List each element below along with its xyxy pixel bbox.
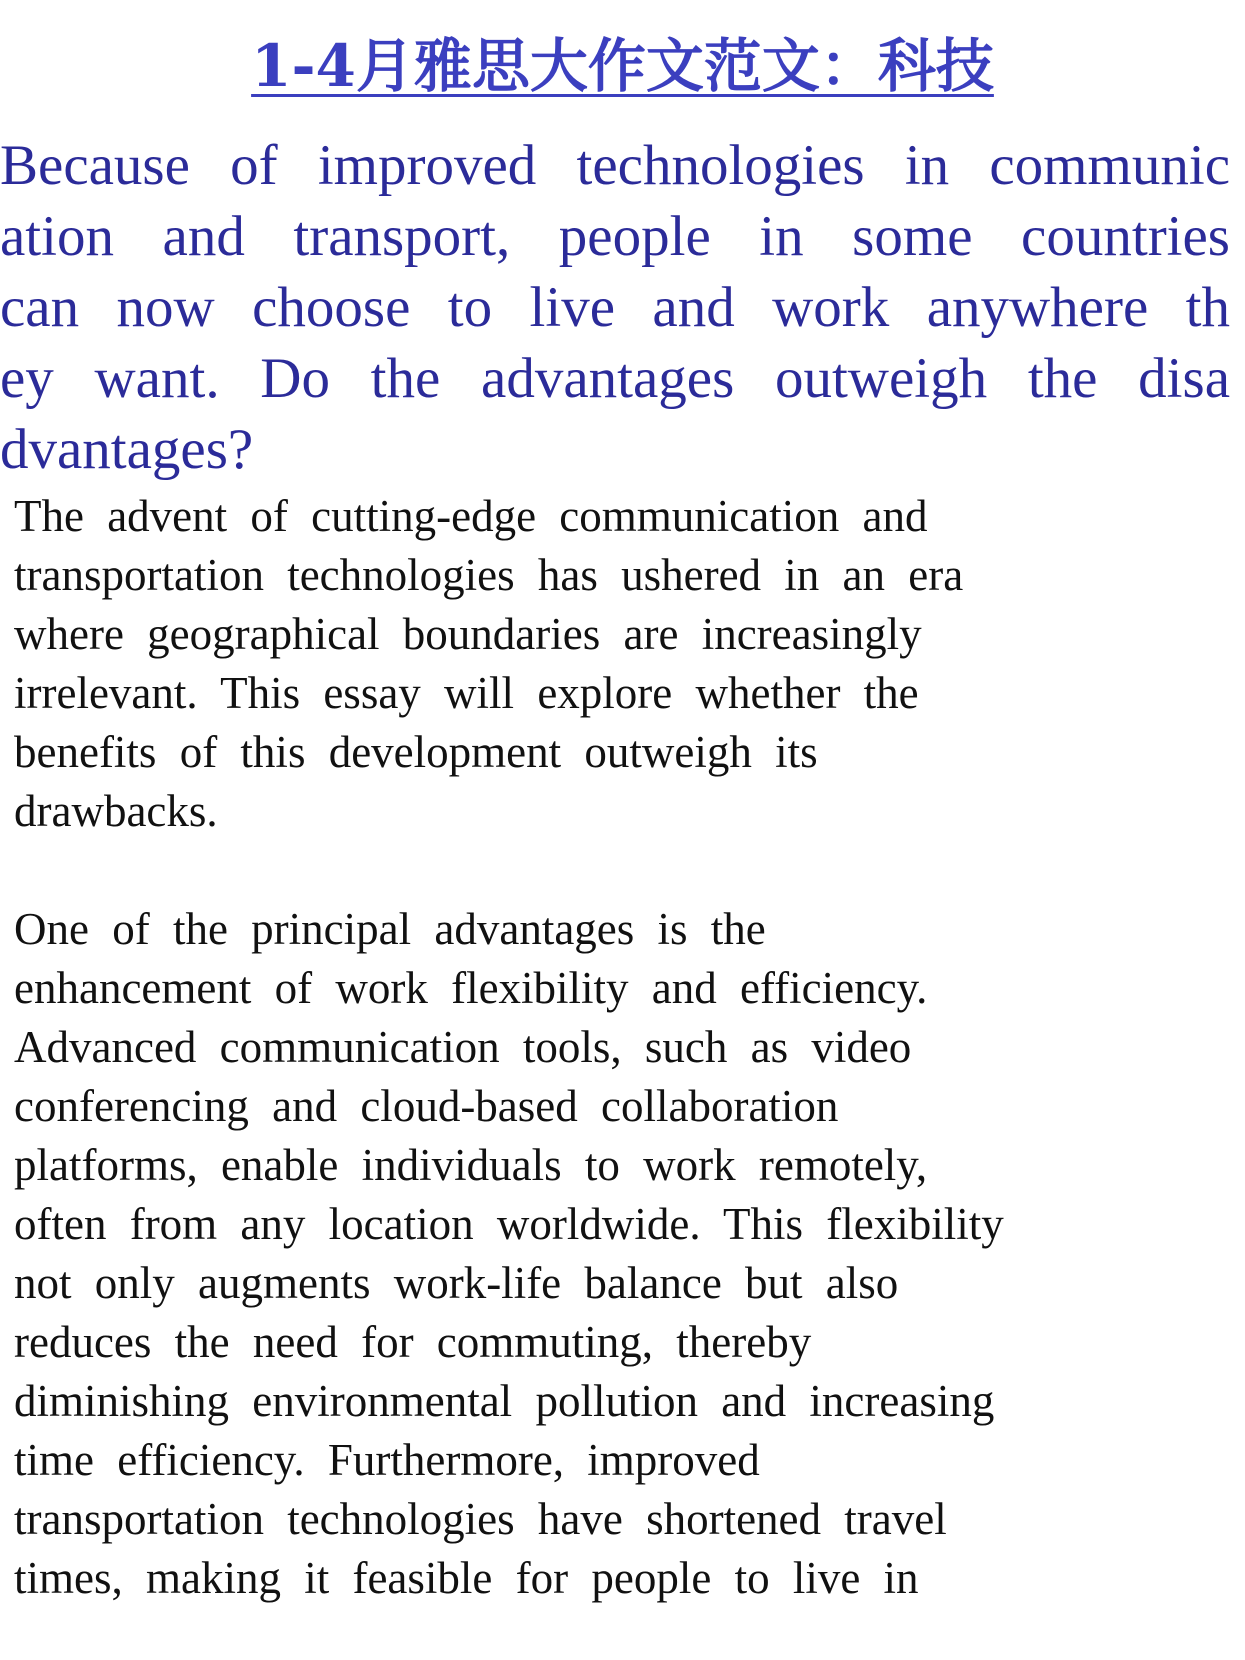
essay-line: transportation technologies have shortened travel (14, 1494, 947, 1544)
essay-line: not only augments work-life balance but also (14, 1258, 899, 1308)
prompt-line: ey want. Do the advantages outweigh the disa (0, 347, 1230, 410)
page-title[interactable]: 1-4月雅思大作文范文：科技 (251, 32, 994, 100)
essay-line: time efficiency. Furthermore, improved (14, 1435, 760, 1485)
essay-line: times, making it feasible for people to live in (14, 1553, 919, 1603)
essay-line: One of the principal advantages is the (14, 904, 766, 954)
essay-line: irrelevant. This essay will explore whether the (14, 668, 919, 718)
essay-line: reduces the need for commuting, thereby (14, 1317, 812, 1367)
essay-line: where geographical boundaries are increasingly (14, 609, 922, 659)
essay-line: transportation technologies has ushered in an era (14, 550, 964, 600)
essay-line: conferencing and cloud-based collaboration (14, 1081, 839, 1131)
prompt-line: ation and transport, people in some countries (0, 205, 1230, 268)
prompt-line: dvantages? (0, 418, 254, 481)
essay-prompt (0, 130, 1245, 485)
essay-line: benefits of this development outweigh its (14, 727, 818, 777)
essay-paragraph-advantages (14, 900, 1229, 1608)
essay-line: Advanced communication tools, such as video (14, 1022, 912, 1072)
essay-line: The advent of cutting-edge communication and (14, 491, 928, 541)
essay-line: enhancement of work flexibility and efficiency. (14, 963, 928, 1013)
prompt-line: can now choose to live and work anywhere th (0, 276, 1230, 339)
essay-line: often from any location worldwide. This flexibility (14, 1199, 1004, 1249)
essay-line: drawbacks. (14, 786, 218, 836)
essay-paragraph-introduction (14, 487, 1229, 841)
essay-line: platforms, enable individuals to work remotely, (14, 1140, 928, 1190)
essay-body (14, 487, 1229, 1608)
essay-line: diminishing environmental pollution and increasing (14, 1376, 995, 1426)
prompt-line: Because of improved technologies in communic (0, 134, 1230, 197)
